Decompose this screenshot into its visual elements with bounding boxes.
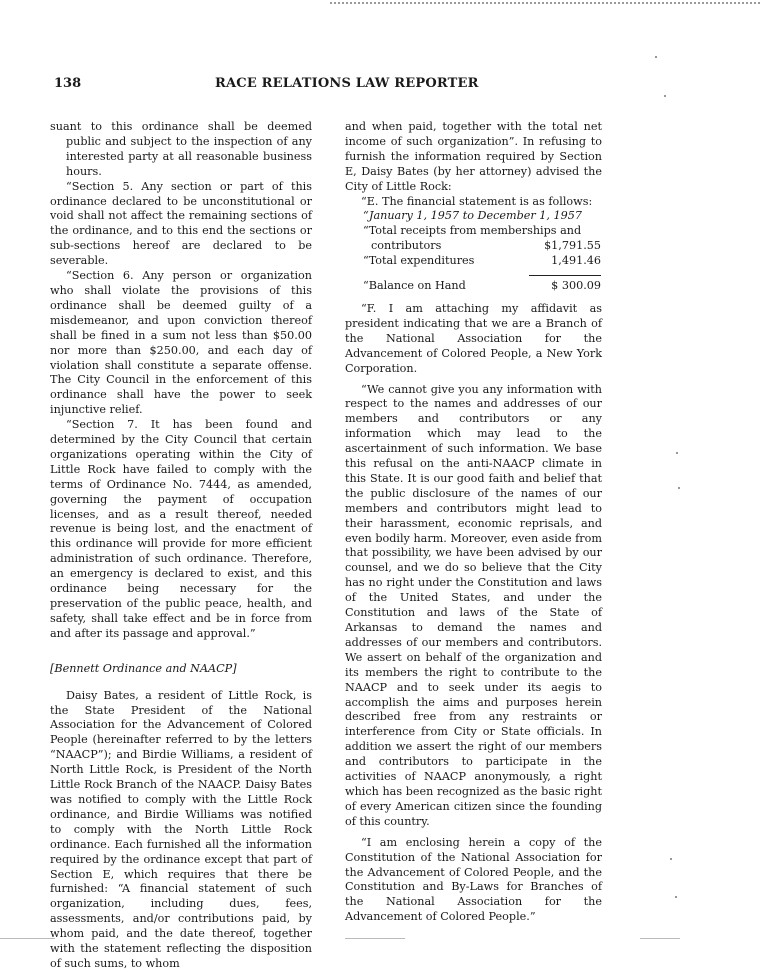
balance-amount: $ 300.09: [551, 279, 601, 293]
expenditures-label: “Total expenditures: [363, 254, 475, 268]
left-paragraph-bates: Daisy Bates, a resident of Little Rock, is the State President of the National Association for the Advancement of Colored People (hereinafter referred to by the letters “NAACP”); and Birdie Williams, a resident of North Little Rock, is President of the North Little Rock Branch of the NAACP. Daisy Bates was notified to comply with the Little Rock ordinance, and Birdie Williams was notified to comply with the North Little Rock ordinance. Each furnished all the information required by the ordinance except that part of Section E, which requires that there be furnished: “A financial statement of such organization, including dues, fees, assessments, and/or contributions paid, by whom paid, and the date thereof, together with the statement reflecting the disposition of such sums, to whom: [50, 688, 312, 970]
right-paragraph-1: and when paid, together with the total net income of such organization”. In refusing to furnish the information required by Section E, Daisy Bates (by her attorney) advised the City of Little Rock:: [345, 120, 602, 193]
running-head: RACE RELATIONS LAW REPORTER: [215, 76, 479, 91]
scan-speck: [655, 56, 657, 58]
bottom-scan-line: [345, 938, 405, 939]
left-paragraph-section-7: “Section 7. It has been found and determined by the City Council that certain organizations operating within the City of Little Rock have failed to comply with the terms of Ordinance No. 7444, as amended, governing the payment of occupation licenses, and as a result thereof, needed revenue is being lost, and the enactment of this ordinance will provide for more efficient administration of such ordinance. Therefore, an emergency is declared to exist, and this ordinance being necessary for the preservation of the public peace, health, and safety, shall take effect and be in force from and after its passage and approval.”: [50, 418, 312, 640]
scan-speck: [675, 896, 677, 898]
section-heading: [Bennett Ordinance and NAACP]: [50, 661, 237, 675]
receipts-label-line-1: “Total receipts from memberships and: [363, 224, 582, 238]
receipts-label-line-2: contributors: [371, 239, 442, 253]
expenditures-row: [363, 254, 601, 269]
bottom-scan-line: [640, 938, 680, 939]
right-paragraph-financial-e: “E. The financial statement is as follows:: [361, 194, 593, 208]
total-rule: [529, 275, 601, 276]
statement-period: “January 1, 1957 to December 1, 1957: [363, 209, 582, 223]
page-number: 138: [54, 76, 82, 91]
scan-speck: [664, 95, 666, 97]
balance-row: [363, 279, 601, 294]
expenditures-amount: 1,491.46: [551, 254, 601, 268]
right-paragraph-refusal: “We cannot give you any information with respect to the names and addresses of our members and contributors or any information which may lead to the ascertainment of such information. We base this refusal on the anti-NAACP climate in this State. It is our good faith and belief that the public disclosure of the names of our members and contributors might lead to their harassment, economic reprisals, and even bodily harm. Moreover, even aside from that possibility, we have been advised by our counsel, and we do so believe that the City has no right under the Constitution and laws of the United States, and under the Constitution and laws of the State of Arkansas to demand the names and addresses of our members and contributors. We assert on behalf of the organization and its members the right to contribute to the NAACP and to seek under its aegis to accomplish the aims and purposes herein described free from any restraints or interference from City or State officials. In addition we assert the right of our members and contributors to participate in the activities of NAACP anonymously, a right which has been recognized as the basic right of every American citizen since the founding of this country.: [345, 382, 602, 828]
scan-speck: [676, 452, 678, 454]
left-paragraph-section-5: “Section 5. Any section or part of this ordinance declared to be unconstitutional or void shall not affect the remaining sections of the ordinance, and to this end the sections or sub-sections hereof are declared to be severable.: [50, 179, 312, 268]
scan-speck: [678, 487, 680, 489]
left-paragraph-1: suant to this ordinance shall be deemed public and subject to the inspection of any interested party at all reasonable business hours.: [50, 120, 312, 178]
left-column: [50, 120, 312, 972]
right-paragraph-enclosure: “I am enclosing herein a copy of the Constitution of the National Association for the Advancement of Colored People, and the Constitution and By-Laws for Branches of the National Association for the Advancement of Colored People.”: [345, 835, 602, 924]
receipts-row: [363, 239, 601, 254]
scan-speck: [670, 858, 672, 860]
right-column: [345, 120, 602, 925]
balance-label: “Balance on Hand: [363, 279, 466, 293]
left-paragraph-section-6: “Section 6. Any person or organization who shall violate the provisions of this ordinance shall be deemed guilty of a misdemeanor, and upon conviction thereof shall be fined in a sum not less than $50.00 nor more than $250.00, and each day of violation shall constitute a separate offense. The City Council in the enforcement of this ordinance shall have the power to seek injunctive relief.: [50, 269, 312, 417]
financial-statement: [363, 209, 601, 294]
top-dotted-border: [330, 2, 760, 4]
receipts-amount: $1,791.55: [544, 239, 601, 253]
bottom-scan-line: [0, 938, 55, 939]
right-paragraph-affidavit: “F. I am attaching my affidavit as president indicating that we are a Branch of the National Association for the Advancement of Colored People, a New York Corporation.: [345, 301, 602, 375]
